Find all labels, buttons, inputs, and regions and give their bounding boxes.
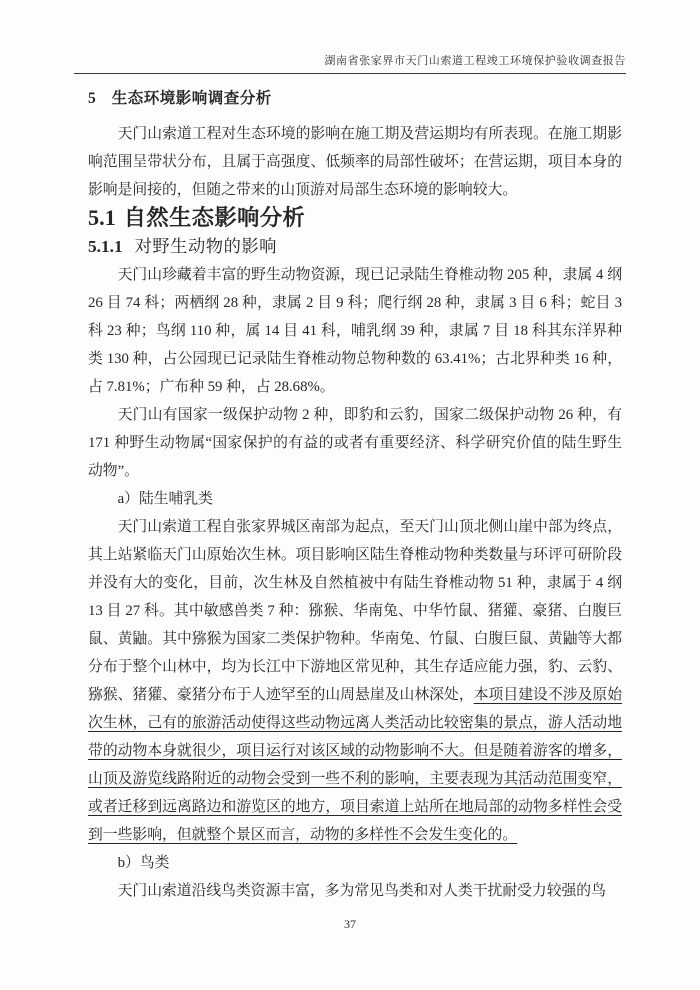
paragraph-mammals-normal-run: 天门山索道工程自张家界城区南部为起点，至天门山顶北侧山崖中部为终点，其上站紧临天门山原始次生林。项目影响区陆生脊椎动物种类数量与环评可研阶段并没有大的变化，目前，次生林及自然植被中有陆生脊椎动物 51 种，隶属于 4 纲 13 目 27 科。其中敏感兽类 7 种：猕猴、华南兔、中华竹鼠、猪獾、豪猪、白腹巨鼠、黄鼬。其中猕猴为国家二类保护物种。华南兔、竹鼠、白腹巨鼠、黄鼬等大都分布于整个山林中，均为长江中下游地区常见种，其生存适应能力强，豹、云豹、猕猴、猪獾、豪猪分布于人迹罕至的山周悬崖及山林深处，: [88, 519, 622, 703]
section-heading-5-1: [88, 204, 622, 232]
paragraph-intro: 天门山索道工程对生态环境的影响在施工期及营运期均有所表现。在施工期影响范围呈带状分布，且属于高强度、低频率的局部性破坏；在营运期，项目本身的影响是间接的，但随之带来的山顶游对局部生态环境的影响较大。: [88, 126, 622, 198]
subitem-a-terrestrial-mammals: a）陆生哺乳类: [117, 491, 213, 507]
paragraph-mammals: [88, 513, 622, 849]
page-footer: [0, 910, 700, 938]
subitem-b-birds: b）鸟类: [117, 855, 170, 871]
page-header: [74, 54, 626, 74]
section-title: 自然生态影响分析: [123, 205, 306, 230]
section-number: 5.1: [88, 205, 116, 230]
section-heading-5: [88, 84, 622, 114]
document-body: [88, 84, 622, 905]
section-title: 对野生动物的影响: [134, 236, 277, 256]
section-number: 5: [88, 90, 96, 107]
paragraph-fauna-stats: 天门山珍藏着丰富的野生动物资源，现已记录陆生脊椎动物 205 种，隶属 4 纲 26 目 74 科；两栖纲 28 种，隶属 2 目 9 科；爬行纲 28 种，隶属 3 目 6 科；蛇目 3 科 23 种；鸟纲 110 种，属 14 目 41 科，哺乳纲 39 种，隶属 7 目 18 科其东洋界种类 130 种，占公园现已记录陆生脊椎动物总物种数的 63.41%；古北界种类 16 种，占 7.81%；广布种 59 种，占 28.68%。: [88, 267, 622, 395]
header-title: 湖南省张家界市天门山索道工程竣工环境保护验收调查报告: [324, 55, 626, 67]
page-number: 37: [344, 917, 356, 931]
section-number: 5.1.1: [88, 237, 123, 256]
section-heading-5-1-1: [88, 232, 622, 261]
paragraph-mammals-underlined-run: 本项目建设不涉及原始次生林，己有的旅游活动使得这些动物远离人类活动比较密集的景点，游人活动地带的动物本身就很少，项目运行对该区域的动物影响不大。但是随着游客的增多，山顶及游览线路附近的动物会受到一些不利的影响，主要表现为其活动范围变窄，或者迁移到远离路边和游览区的地方，项目索道上站所在地局部的动物多样性会受到一些影响，但就整个景区而言，动物的多样性不会发生变化的。: [88, 687, 622, 843]
paragraph-birds: 天门山索道沿线鸟类资源丰富，多为常见鸟类和对人类干扰耐受力较强的鸟: [117, 883, 606, 899]
paragraph-protected-species: 天门山有国家一级保护动物 2 种，即豹和云豹，国家二级保护动物 26 种，有 171 种野生动物属“国家保护的有益的或者有重要经济、科学研究价值的陆生野生动物”。: [88, 407, 622, 479]
section-title: 生态环境影响调查分析: [111, 90, 272, 107]
